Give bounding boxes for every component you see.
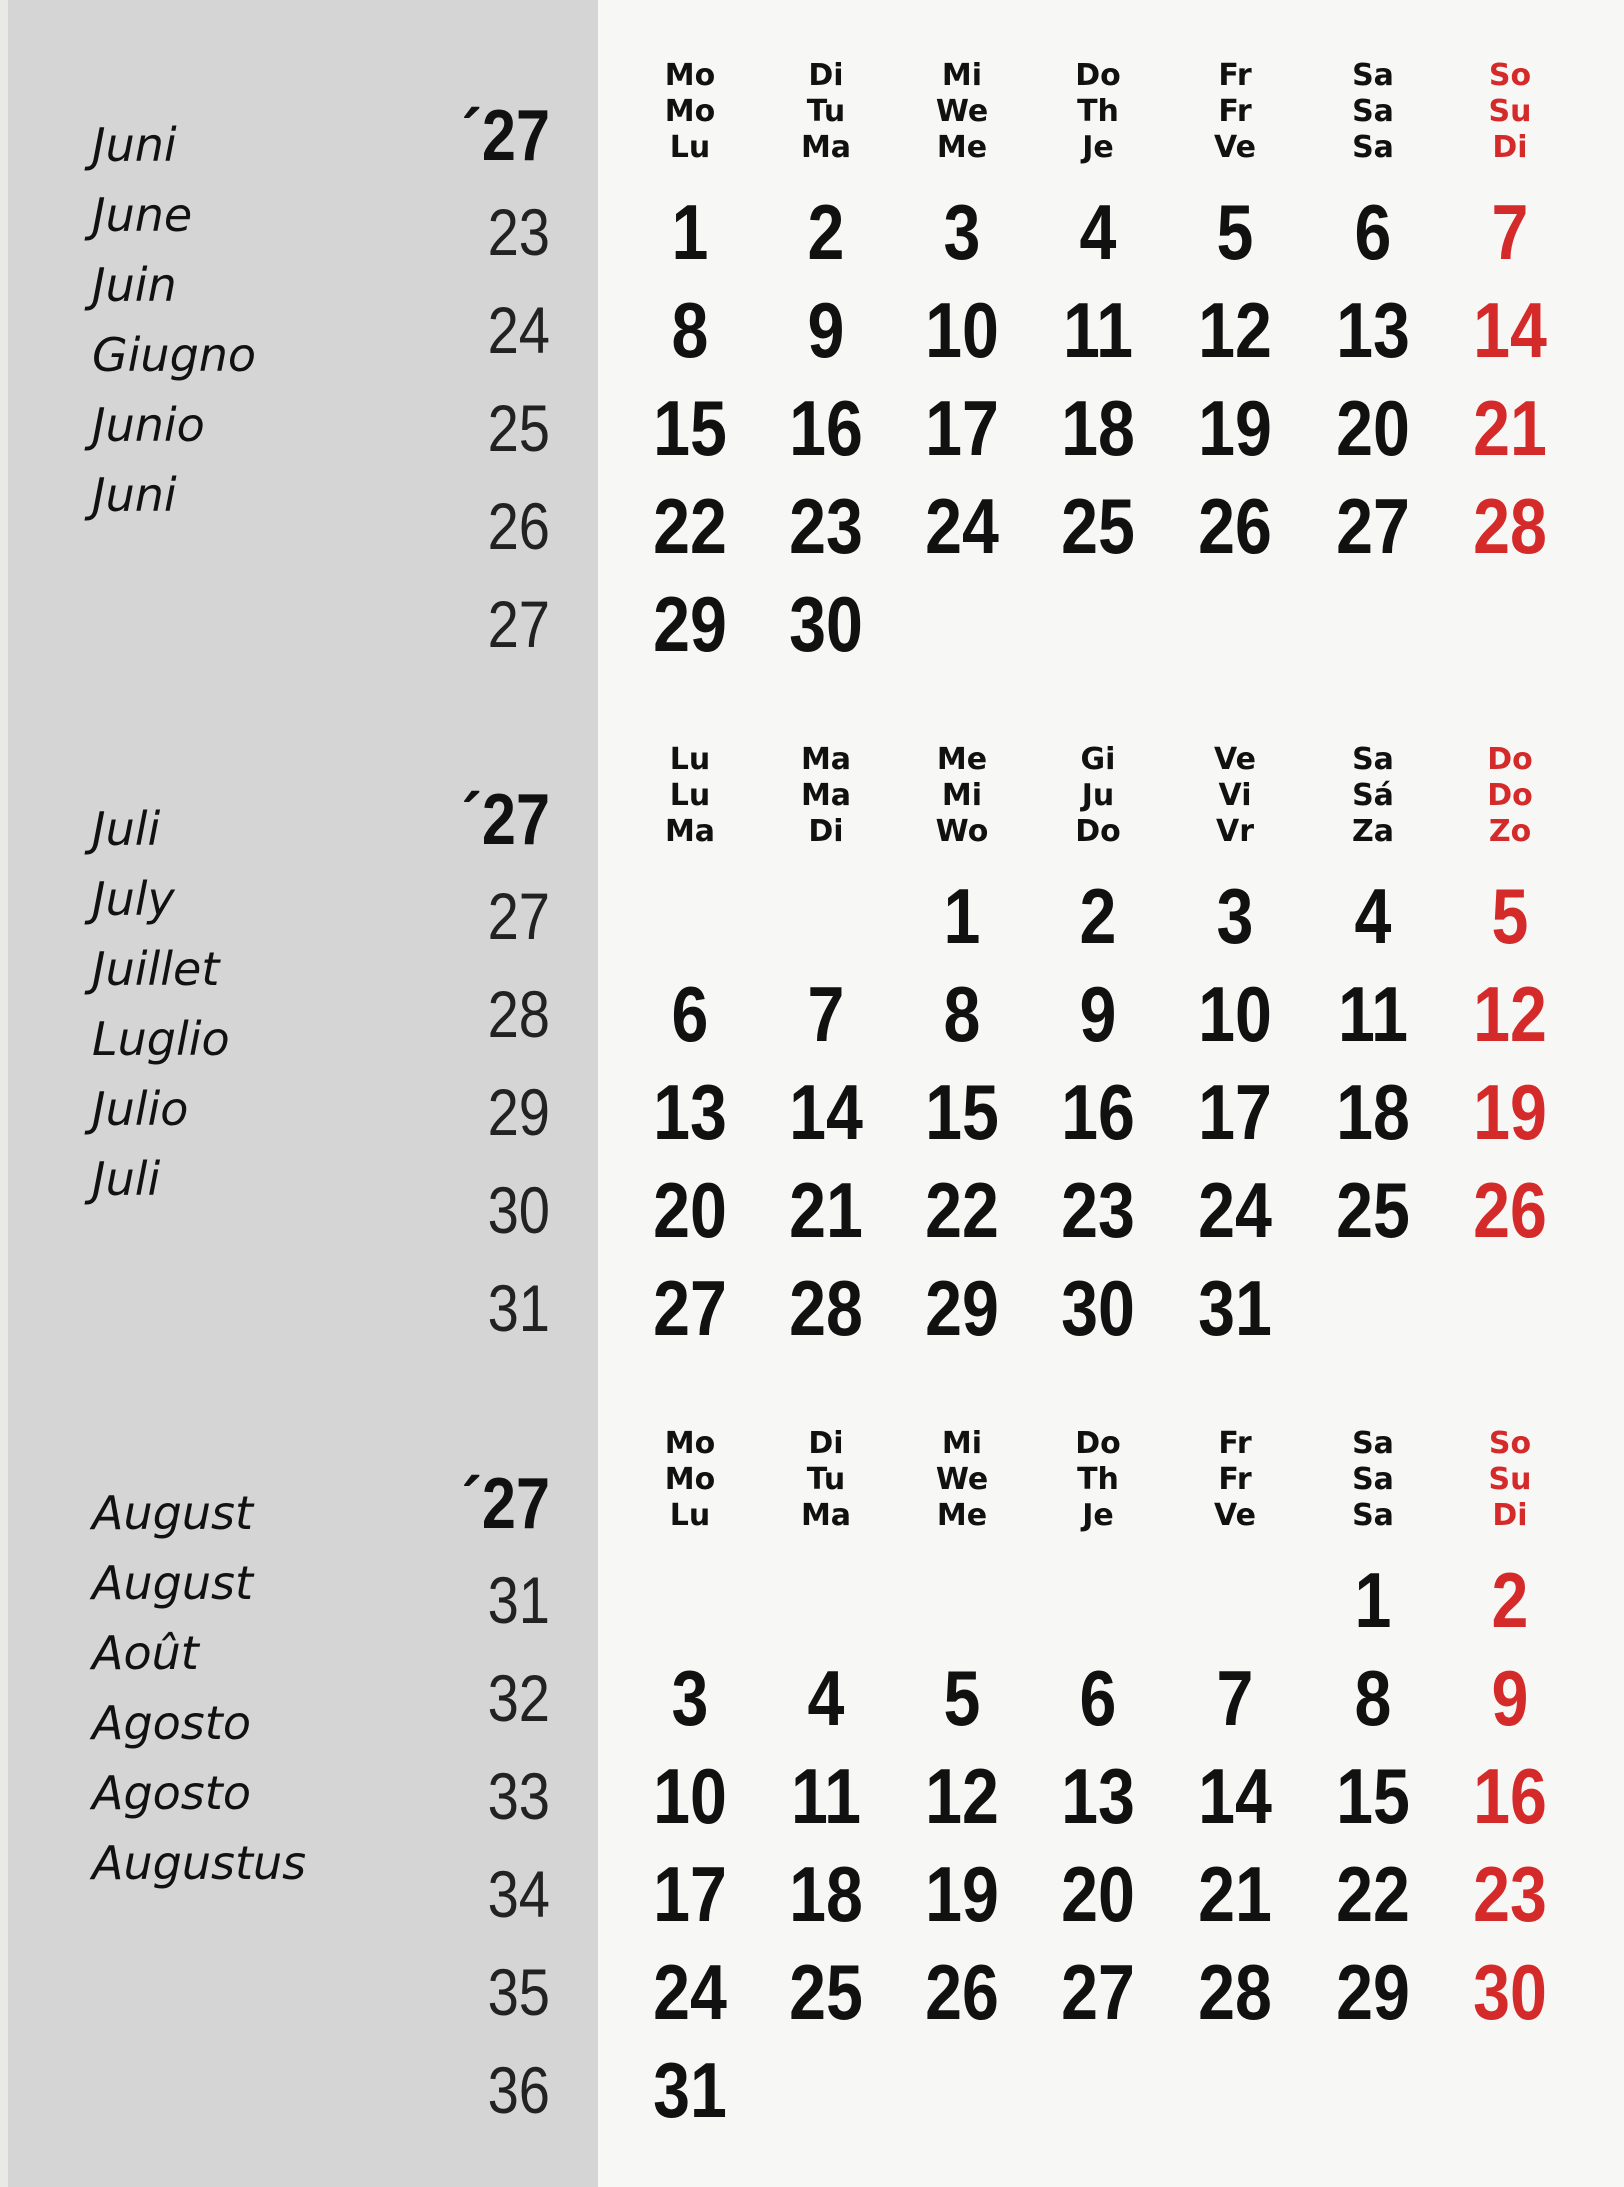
month-name-list: [92, 1478, 412, 1898]
weekday-abbrev: Ju: [1081, 778, 1115, 813]
weekday-header: [776, 742, 876, 850]
date: 18: [1336, 1068, 1410, 1156]
date: 17: [925, 384, 999, 472]
date: 28: [789, 1264, 863, 1352]
date: 17: [653, 1850, 727, 1938]
date: 19: [1198, 384, 1272, 472]
weekday-header: [1185, 58, 1285, 166]
weekday-abbrev: Je: [1082, 130, 1114, 165]
week-number: 26: [487, 489, 550, 563]
date: 18: [1061, 384, 1135, 472]
weekday-abbrev: Mi: [941, 778, 983, 813]
date: 4: [1079, 188, 1117, 276]
weekday-abbrev: Sa: [1352, 58, 1394, 93]
weekday-abbrev: Ma: [800, 1498, 852, 1533]
date: 4: [1354, 872, 1392, 960]
weekday-abbrev: Sa: [1352, 130, 1394, 165]
week-number: 27: [487, 587, 550, 661]
date: 21: [789, 1166, 863, 1254]
week-number: 28: [487, 977, 550, 1051]
week-number: 25: [487, 391, 550, 465]
sunday-date: 23: [1473, 1850, 1547, 1938]
weekday-abbrev: Ve: [1214, 742, 1256, 777]
weekday-abbrev: Tu: [806, 94, 846, 129]
week-number: 32: [487, 1661, 550, 1735]
weekday-abbrev: Me: [936, 1498, 988, 1533]
month-name: Août: [92, 1626, 199, 1680]
date: 16: [1061, 1068, 1135, 1156]
week-number: 31: [487, 1563, 550, 1637]
weekday-abbrev: Me: [936, 742, 988, 777]
date: 13: [653, 1068, 727, 1156]
month-block: [0, 1368, 1624, 2134]
weekday-header: [640, 1426, 740, 1534]
month-name: Agosto: [92, 1766, 251, 1820]
weekday-abbrev: Ma: [800, 742, 852, 777]
weekday-abbrev: Sá: [1352, 778, 1394, 813]
date: 27: [1336, 482, 1410, 570]
weekday-abbrev: Mo: [664, 1462, 716, 1497]
sunday-date: 19: [1473, 1068, 1547, 1156]
month-name: Juni: [92, 118, 177, 172]
weekday-header: [1185, 742, 1285, 850]
date: 18: [789, 1850, 863, 1938]
date: 22: [925, 1166, 999, 1254]
weekday-abbrev: Lu: [669, 1498, 711, 1533]
week-number: 29: [487, 1075, 550, 1149]
month-name: Giugno: [92, 328, 257, 382]
week-number: 34: [487, 1857, 550, 1931]
date: 6: [1354, 188, 1392, 276]
weekday-abbrev: Fr: [1218, 1426, 1252, 1461]
date: 14: [1198, 1752, 1272, 1840]
date: 30: [1061, 1264, 1135, 1352]
date: 24: [925, 482, 999, 570]
month-name: August: [92, 1556, 253, 1610]
date: 1: [671, 188, 709, 276]
week-number: 33: [487, 1759, 550, 1833]
weekday-abbrev: Di: [808, 1426, 844, 1461]
sunday-date: 30: [1473, 1948, 1547, 2036]
date: 13: [1061, 1752, 1135, 1840]
weekday-abbrev: Th: [1077, 1462, 1119, 1497]
weekday-abbrev: Lu: [669, 742, 711, 777]
month-name: Juillet: [92, 942, 220, 996]
sunday-date: 16: [1473, 1752, 1547, 1840]
date: 9: [1079, 970, 1117, 1058]
weekday-header: [1048, 1426, 1148, 1534]
date: 7: [1216, 1654, 1254, 1742]
weekday-abbrev: Sa: [1352, 1426, 1394, 1461]
date: 29: [1336, 1948, 1410, 2036]
date: 5: [1216, 188, 1254, 276]
weekday-header: [912, 1426, 1012, 1534]
date: 3: [943, 188, 981, 276]
month-name-list: [92, 110, 412, 530]
date: 28: [1198, 1948, 1272, 2036]
date: 2: [807, 188, 845, 276]
date: 24: [653, 1948, 727, 2036]
date: 23: [1061, 1166, 1135, 1254]
week-number: 31: [487, 1271, 550, 1345]
weekday-abbrev: Mo: [664, 94, 716, 129]
weekday-abbrev: Di: [808, 58, 844, 93]
weekday-abbrev: Zo: [1488, 814, 1532, 849]
date: 6: [1079, 1654, 1117, 1742]
weekday-header: [912, 742, 1012, 850]
weekday-abbrev: Do: [1487, 742, 1533, 777]
weekday-abbrev: Su: [1488, 1462, 1532, 1497]
date: 8: [943, 970, 981, 1058]
date: 4: [807, 1654, 845, 1742]
date: 12: [925, 1752, 999, 1840]
weekday-abbrev: Ma: [664, 814, 716, 849]
date: 1: [943, 872, 981, 960]
date: 9: [807, 286, 845, 374]
date: 29: [925, 1264, 999, 1352]
month-name: Juli: [92, 802, 161, 856]
month-name: Juni: [92, 468, 177, 522]
weekday-abbrev: Fr: [1218, 1462, 1252, 1497]
sunday-date: 14: [1473, 286, 1547, 374]
year-label: ´27: [461, 96, 550, 176]
date: 14: [789, 1068, 863, 1156]
week-number: 24: [487, 293, 550, 367]
weekday-abbrev: Za: [1352, 814, 1394, 849]
weekday-abbrev: Do: [1075, 1426, 1121, 1461]
weekday-abbrev: Mi: [941, 1426, 983, 1461]
weekday-abbrev: Ve: [1214, 130, 1256, 165]
weekday-abbrev: Fr: [1218, 58, 1252, 93]
date: 11: [1062, 286, 1134, 374]
date: 25: [789, 1948, 863, 2036]
sunday-date: 21: [1473, 384, 1547, 472]
date: 30: [789, 580, 863, 668]
weekday-abbrev: We: [935, 1462, 989, 1497]
date: 5: [943, 1654, 981, 1742]
date: 16: [789, 384, 863, 472]
date: 3: [671, 1654, 709, 1742]
weekday-abbrev: Gi: [1080, 742, 1116, 777]
weekday-abbrev: Su: [1488, 94, 1532, 129]
month-name: Augustus: [92, 1836, 307, 1890]
weekday-abbrev: Je: [1082, 1498, 1114, 1533]
date: 19: [925, 1850, 999, 1938]
weekday-abbrev: Mi: [941, 58, 983, 93]
weekday-abbrev: Vi: [1218, 778, 1252, 813]
date: 20: [653, 1166, 727, 1254]
date: 25: [1061, 482, 1135, 570]
date: 8: [1354, 1654, 1392, 1742]
month-name: August: [92, 1486, 253, 1540]
weekday-abbrev: Mo: [664, 1426, 716, 1461]
year-label: ´27: [461, 780, 550, 860]
year-label: ´27: [461, 1464, 550, 1544]
weekday-abbrev: Me: [936, 130, 988, 165]
weekday-abbrev: Sa: [1352, 1462, 1394, 1497]
weekday-abbrev: Ve: [1214, 1498, 1256, 1533]
weekday-abbrev: Tu: [806, 1462, 846, 1497]
sunday-date: 2: [1491, 1556, 1529, 1644]
weekday-abbrev: Sa: [1352, 94, 1394, 129]
month-name: Juli: [92, 1152, 161, 1206]
week-number: 27: [487, 879, 550, 953]
date: 10: [925, 286, 999, 374]
date: 11: [1337, 970, 1409, 1058]
month-block: [0, 0, 1624, 684]
month-name: Luglio: [92, 1012, 230, 1066]
weekday-abbrev: Lu: [669, 130, 711, 165]
sunday-date: 28: [1473, 482, 1547, 570]
date: 31: [653, 2046, 727, 2134]
week-number: 30: [487, 1173, 550, 1247]
date: 17: [1198, 1068, 1272, 1156]
weekday-abbrev: Ma: [800, 778, 852, 813]
date: 13: [1336, 286, 1410, 374]
week-number-list: [440, 1551, 550, 2139]
weekday-header: [1048, 58, 1148, 166]
weekday-abbrev: Di: [1492, 130, 1528, 165]
weekday-header: [1460, 1426, 1560, 1534]
date: 1: [1354, 1556, 1392, 1644]
weekday-abbrev: Do: [1075, 814, 1121, 849]
week-number: 23: [487, 195, 550, 269]
weekday-abbrev: Di: [1492, 1498, 1528, 1533]
date: 31: [1198, 1264, 1272, 1352]
weekday-header: [1048, 742, 1148, 850]
date: 3: [1216, 872, 1254, 960]
date: 27: [1061, 1948, 1135, 2036]
date: 26: [1198, 482, 1272, 570]
date: 8: [671, 286, 709, 374]
date: 6: [671, 970, 709, 1058]
weekday-abbrev: Th: [1077, 94, 1119, 129]
weekday-header: [640, 742, 740, 850]
week-number: 35: [487, 1955, 550, 2029]
weekday-abbrev: Ma: [800, 130, 852, 165]
month-name: July: [92, 872, 175, 926]
weekday-header: [1460, 742, 1560, 850]
weekday-abbrev: Di: [808, 814, 844, 849]
date: 27: [653, 1264, 727, 1352]
weekday-header: [912, 58, 1012, 166]
date: 15: [653, 384, 727, 472]
sunday-date: 12: [1473, 970, 1547, 1058]
weekday-abbrev: Sa: [1352, 742, 1394, 777]
sunday-date: 26: [1473, 1166, 1547, 1254]
week-number-list: [440, 183, 550, 673]
weekday-header: [640, 58, 740, 166]
sunday-date: 5: [1491, 872, 1529, 960]
date: 23: [789, 482, 863, 570]
weekday-header: [1323, 1426, 1423, 1534]
date: 15: [925, 1068, 999, 1156]
weekday-header: [1185, 1426, 1285, 1534]
date: 12: [1198, 286, 1272, 374]
date: 10: [1198, 970, 1272, 1058]
date: 7: [807, 970, 845, 1058]
date: 10: [653, 1752, 727, 1840]
weekday-header: [776, 1426, 876, 1534]
week-number: 36: [487, 2053, 550, 2127]
date: 11: [790, 1752, 862, 1840]
date: 21: [1198, 1850, 1272, 1938]
weekday-abbrev: Sa: [1352, 1498, 1394, 1533]
weekday-abbrev: Do: [1075, 58, 1121, 93]
weekday-header: [1323, 58, 1423, 166]
month-name: Agosto: [92, 1696, 251, 1750]
weekday-abbrev: Lu: [669, 778, 711, 813]
date: 25: [1336, 1166, 1410, 1254]
weekday-header: [1460, 58, 1560, 166]
weekday-abbrev: Wo: [935, 814, 989, 849]
date: 20: [1061, 1850, 1135, 1938]
weekday-header: [1323, 742, 1423, 850]
month-block: [0, 684, 1624, 1368]
sunday-date: 7: [1491, 188, 1529, 276]
month-name: Juin: [92, 258, 177, 312]
date: 2: [1079, 872, 1117, 960]
month-name: Junio: [92, 398, 205, 452]
date: 26: [925, 1948, 999, 2036]
weekday-header: [776, 58, 876, 166]
week-number-list: [440, 867, 550, 1357]
weekday-abbrev: Fr: [1218, 94, 1252, 129]
month-name: Julio: [92, 1082, 189, 1136]
weekday-abbrev: We: [935, 94, 989, 129]
weekday-abbrev: So: [1488, 1426, 1532, 1461]
month-name: June: [92, 188, 193, 242]
date: 22: [653, 482, 727, 570]
date: 15: [1336, 1752, 1410, 1840]
weekday-abbrev: So: [1488, 58, 1532, 93]
weekday-abbrev: Do: [1487, 778, 1533, 813]
date: 20: [1336, 384, 1410, 472]
date: 24: [1198, 1166, 1272, 1254]
date: 29: [653, 580, 727, 668]
sunday-date: 9: [1491, 1654, 1529, 1742]
weekday-abbrev: Mo: [664, 58, 716, 93]
date: 22: [1336, 1850, 1410, 1938]
month-name-list: [92, 794, 412, 1214]
weekday-abbrev: Vr: [1215, 814, 1254, 849]
